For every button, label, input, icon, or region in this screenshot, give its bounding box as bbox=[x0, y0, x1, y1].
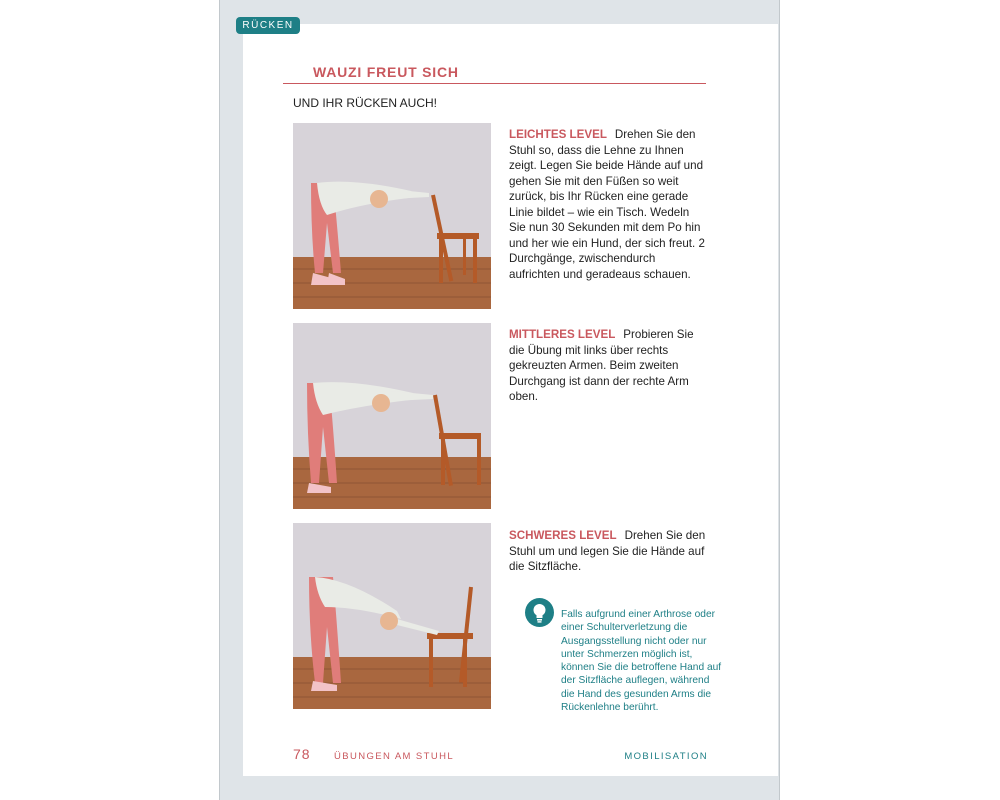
exercise-photo-easy bbox=[293, 123, 491, 309]
level-hard-text: Drehen Sie den Stuhl um und legen Sie die Hände auf die Sitzfläche. bbox=[509, 529, 706, 573]
page-subtitle: UND IHR RÜCKEN AUCH! bbox=[293, 96, 438, 110]
title-divider bbox=[283, 83, 706, 84]
footer-chapter: ÜBUNGEN AM STUHL bbox=[334, 751, 455, 762]
level-hard-label: SCHWERES LEVEL bbox=[509, 529, 617, 542]
lightbulb-icon bbox=[525, 598, 554, 627]
level-hard-description bbox=[509, 528, 709, 575]
section-tab: RÜCKEN bbox=[236, 17, 300, 34]
exercise-photo-hard bbox=[293, 523, 491, 709]
level-medium-label: MITTLERES LEVEL bbox=[509, 328, 616, 341]
level-easy-description bbox=[509, 127, 709, 282]
level-medium-description bbox=[509, 327, 709, 405]
footer-category: MOBILISATION bbox=[624, 751, 708, 762]
exercise-photo-medium bbox=[293, 323, 491, 509]
level-easy-text: Drehen Sie den Stuhl so, dass die Lehne zu Ihnen zeigt. Legen Sie beide Hände auf und gehen Sie mit den Füßen so weit zurück, bis Ihr Rücken eine gerade Linie bildet – wie ein Tisch. Wedeln Sie nun 30 Sekunden mit dem Po hin und her wie ein Hund, der sich freut. 2 Durchgänge, zwischendurch aufrichten und geradeaus schauen. bbox=[509, 128, 705, 281]
tip-text: Falls aufgrund einer Arthrose oder einer Schulterverletzung die Ausgangsstellung nicht oder nur unter Schmerzen möglich ist, können Sie die betroffene Hand auf der Sitzfläche auflegen, während die Hand des gesunden Arms die Rückenlehne berührt. bbox=[561, 609, 722, 714]
page-number: 78 bbox=[293, 746, 311, 762]
level-easy-label: LEICHTES LEVEL bbox=[509, 128, 607, 141]
page-title: WAUZI FREUT SICH bbox=[313, 64, 459, 80]
level-medium-text: Probieren Sie die Übung mit links über rechts gekreuzten Armen. Beim zweiten Durchgang ist dann der rechte Arm oben. bbox=[509, 328, 694, 403]
